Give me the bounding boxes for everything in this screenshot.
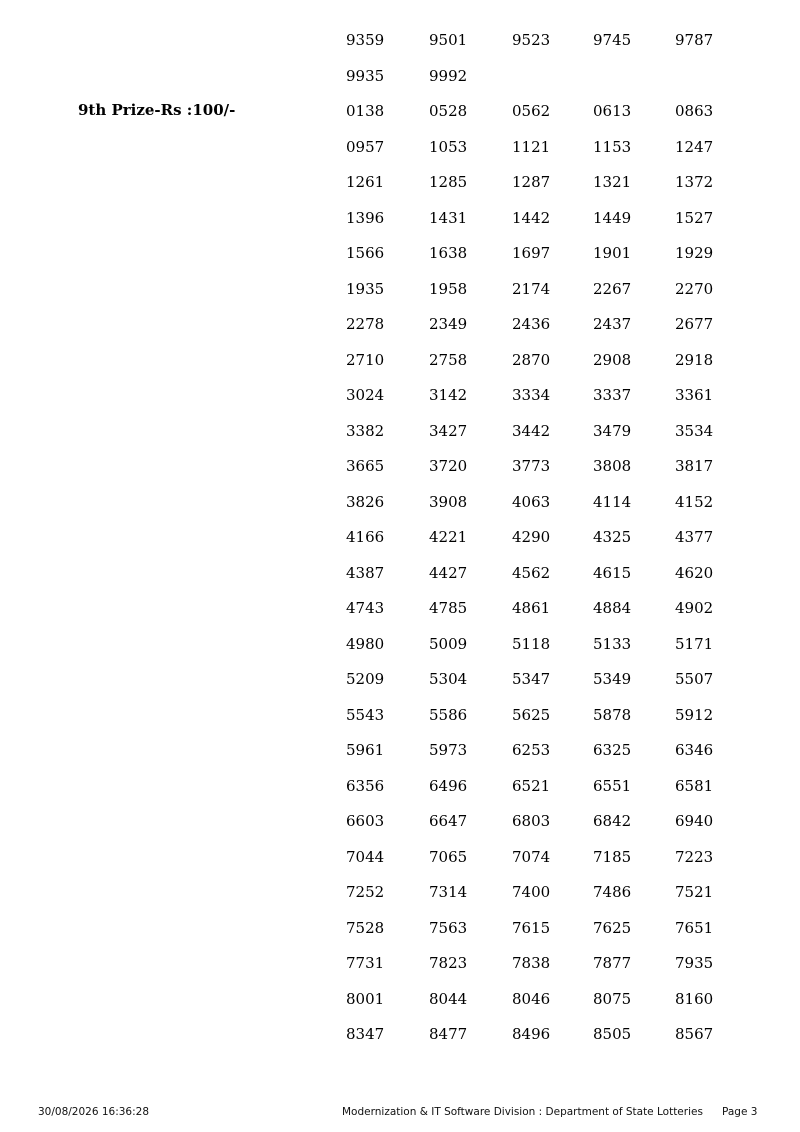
winning-number: 2918	[675, 350, 714, 369]
winning-number: 5009	[429, 634, 468, 653]
winning-number: 4615	[593, 563, 632, 582]
winning-number: 5133	[593, 634, 632, 653]
winning-number: 1431	[429, 208, 468, 227]
winning-number: 6325	[593, 741, 632, 759]
winning-number: 5347	[512, 670, 551, 688]
winning-number: 7528	[346, 918, 385, 937]
winning-number: 5171	[675, 634, 714, 653]
winning-number: 2870	[512, 350, 551, 369]
winning-number: 6356	[346, 776, 385, 795]
winning-number: 1285	[429, 173, 468, 191]
winning-number: 6551	[593, 776, 632, 795]
winning-number: 1638	[429, 244, 468, 262]
winning-number: 7314	[429, 883, 468, 901]
winning-number: 2267	[593, 279, 632, 298]
winning-number: 6803	[512, 812, 551, 830]
winning-number: 1697	[512, 244, 551, 262]
winning-number: 9787	[675, 31, 714, 49]
winning-number: 7838	[512, 954, 551, 972]
winning-number: 1247	[675, 137, 714, 156]
winning-number: 3773	[512, 457, 551, 475]
winning-number: 2710	[346, 350, 385, 369]
winning-number: 4221	[429, 528, 468, 546]
winning-number: 9501	[429, 31, 468, 49]
winning-number: 3908	[429, 492, 468, 511]
winning-number: 7223	[675, 847, 714, 866]
footer-division: Modernization & IT Software Division : Department of State Lotteries	[342, 1106, 703, 1118]
winning-number: 7625	[593, 918, 632, 937]
footer-page-number: Page 3	[722, 1106, 758, 1118]
winning-number: 1053	[429, 137, 468, 156]
winning-number: 1929	[675, 244, 714, 262]
winning-number: 6940	[675, 812, 714, 830]
winning-number: 3817	[675, 457, 714, 475]
winning-number: 8046	[512, 989, 551, 1008]
winning-number: 6581	[675, 776, 714, 795]
winning-number: 7615	[512, 918, 551, 937]
winning-number: 9523	[512, 31, 551, 49]
winning-number: 9992	[429, 66, 468, 85]
winning-number: 9935	[346, 66, 385, 85]
winning-number: 3808	[593, 457, 632, 475]
winning-number: 9745	[593, 31, 632, 49]
winning-number: 4743	[346, 599, 385, 617]
winning-number: 9359	[346, 31, 385, 49]
winning-number: 1372	[675, 173, 714, 191]
prize-heading: 9th Prize-Rs :100/-	[78, 101, 236, 119]
winning-number: 8160	[675, 989, 714, 1008]
winning-number: 4902	[675, 599, 714, 617]
winning-number: 0957	[346, 137, 385, 156]
winning-number: 7486	[593, 883, 632, 901]
winning-number: 2908	[593, 350, 632, 369]
winning-number: 2278	[346, 315, 385, 333]
winning-number: 6603	[346, 812, 385, 830]
winning-number: 4980	[346, 634, 385, 653]
winning-number: 3334	[512, 386, 551, 404]
winning-number: 0528	[429, 102, 468, 120]
winning-number: 2349	[429, 315, 468, 333]
winning-number: 4377	[675, 528, 714, 546]
winning-number: 7044	[346, 847, 385, 866]
winning-number: 3361	[675, 386, 714, 404]
winning-number: 1396	[346, 208, 385, 227]
winning-number: 3534	[675, 421, 714, 440]
winning-number: 7252	[346, 883, 385, 901]
winning-number: 2270	[675, 279, 714, 298]
winning-number: 6521	[512, 776, 551, 795]
winning-number: 4063	[512, 492, 551, 511]
winning-number: 3720	[429, 457, 468, 475]
page-footer	[0, 1106, 800, 1122]
winning-number: 7074	[512, 847, 551, 866]
winning-number: 8505	[593, 1025, 632, 1043]
winning-number: 8001	[346, 989, 385, 1008]
winning-number: 0863	[675, 102, 714, 120]
winning-number: 2758	[429, 350, 468, 369]
winning-number: 1153	[593, 137, 632, 156]
winning-number: 1566	[346, 244, 385, 262]
winning-number: 5878	[593, 705, 632, 724]
winning-number: 5304	[429, 670, 468, 688]
winning-number: 3142	[429, 386, 468, 404]
winning-number: 0613	[593, 102, 632, 120]
winning-number: 5973	[429, 741, 468, 759]
winning-number: 7185	[593, 847, 632, 866]
winning-number: 8477	[429, 1025, 468, 1043]
winning-number: 8075	[593, 989, 632, 1008]
winning-number: 3337	[593, 386, 632, 404]
winning-number: 0138	[346, 102, 385, 120]
winning-number: 5209	[346, 670, 385, 688]
winning-number: 5912	[675, 705, 714, 724]
winning-number: 5507	[675, 670, 714, 688]
winning-number: 4290	[512, 528, 551, 546]
winning-number: 4562	[512, 563, 551, 582]
winning-number: 7400	[512, 883, 551, 901]
winning-number: 3826	[346, 492, 385, 511]
winning-number: 2437	[593, 315, 632, 333]
footer-datetime: 30/08/2026 16:36:28	[38, 1106, 150, 1118]
winning-number: 3382	[346, 421, 385, 440]
winning-number: 7877	[593, 954, 632, 972]
winning-number: 4884	[593, 599, 632, 617]
winning-number: 8044	[429, 989, 468, 1008]
winning-number: 7065	[429, 847, 468, 866]
winning-number: 7651	[675, 918, 714, 937]
winning-number: 6496	[429, 776, 468, 795]
winning-number: 1261	[346, 173, 385, 191]
winning-number: 8567	[675, 1025, 714, 1043]
winning-number: 5625	[512, 705, 551, 724]
winning-number: 8347	[346, 1025, 385, 1043]
winning-number: 4861	[512, 599, 551, 617]
winning-number: 1121	[512, 137, 551, 156]
winning-number: 6253	[512, 741, 551, 759]
winning-number: 4620	[675, 563, 714, 582]
winning-number: 7731	[346, 954, 385, 972]
winning-number: 1935	[346, 279, 385, 298]
winning-number: 7935	[675, 954, 714, 972]
winning-number: 7521	[675, 883, 714, 901]
winning-number: 8496	[512, 1025, 551, 1043]
winning-number: 2436	[512, 315, 551, 333]
winning-number: 2677	[675, 315, 714, 333]
winning-number: 5961	[346, 741, 385, 759]
winning-number: 2174	[512, 279, 551, 298]
winning-number: 3665	[346, 457, 385, 475]
winning-number: 4114	[593, 492, 632, 511]
winning-number: 5586	[429, 705, 468, 724]
winning-number: 7563	[429, 918, 468, 937]
winning-number: 5543	[346, 705, 385, 724]
winning-number: 1901	[593, 244, 632, 262]
winning-number: 1527	[675, 208, 714, 227]
winning-number: 4785	[429, 599, 468, 617]
winning-number: 3024	[346, 386, 385, 404]
winning-number: 7823	[429, 954, 468, 972]
winning-number: 6346	[675, 741, 714, 759]
winning-number: 0562	[512, 102, 551, 120]
winning-number: 4152	[675, 492, 714, 511]
winning-number: 5349	[593, 670, 632, 688]
winning-number: 4325	[593, 528, 632, 546]
winning-number: 3442	[512, 421, 551, 440]
winning-number: 1449	[593, 208, 632, 227]
winning-number: 1321	[593, 173, 632, 191]
winning-number: 6842	[593, 812, 632, 830]
winning-number: 1442	[512, 208, 551, 227]
winning-number: 3427	[429, 421, 468, 440]
winning-number: 4166	[346, 528, 385, 546]
winning-number: 1287	[512, 173, 551, 191]
winning-number: 3479	[593, 421, 632, 440]
winning-number: 4427	[429, 563, 468, 582]
winning-number: 5118	[512, 634, 551, 653]
winning-number: 6647	[429, 812, 468, 830]
winning-number: 1958	[429, 279, 468, 298]
winning-number: 4387	[346, 563, 385, 582]
